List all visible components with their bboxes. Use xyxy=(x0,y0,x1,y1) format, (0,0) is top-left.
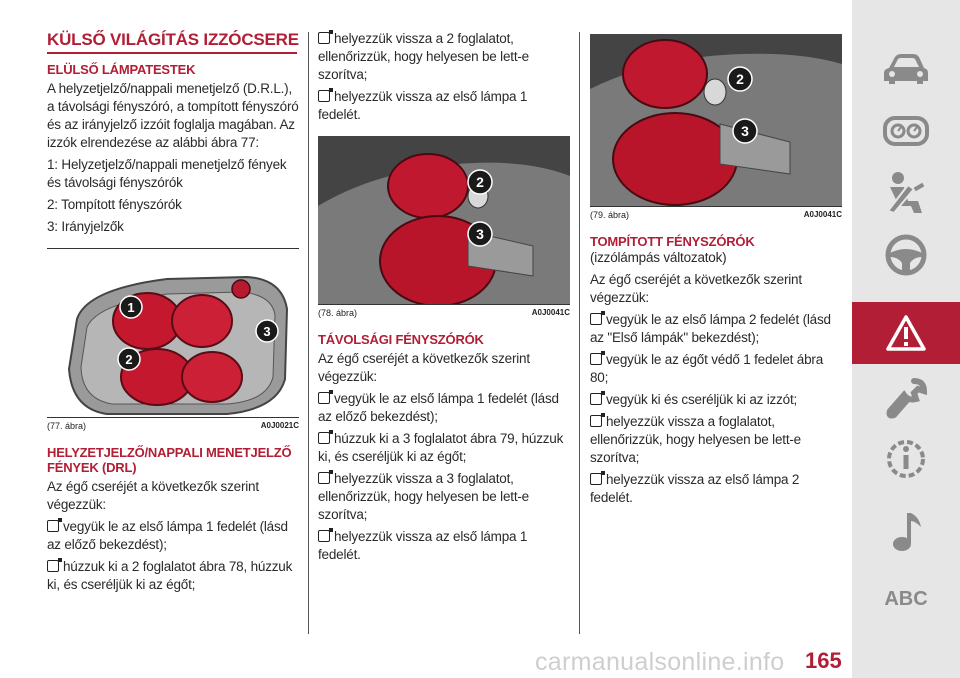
step-item: vegyük ki és cseréljük ki az izzót; xyxy=(590,391,842,409)
watermark: carmanualsonline.info xyxy=(535,648,785,676)
column-divider xyxy=(579,32,580,634)
checkbox-bullet-icon xyxy=(318,432,330,444)
figure-caption xyxy=(47,417,299,431)
step-item: vegyük le az első lámpa 2 fedelét (lásd az "Első lámpák" bekezdést); xyxy=(590,312,831,345)
step-item: vegyük le az első lámpa 1 fedelét (lásd az előző bekezdést); xyxy=(318,391,559,424)
figure-caption xyxy=(318,304,570,318)
wrench-icon xyxy=(884,377,928,421)
column-2 xyxy=(318,30,570,568)
section-heading-low-beam: TOMPÍTOTT FÉNYSZÓRÓK xyxy=(590,234,755,249)
seatbelt-icon xyxy=(884,171,928,215)
abc-label: ABC xyxy=(884,587,928,610)
page-number: 165 xyxy=(805,648,842,673)
section-intro: Az égő cseréjét a következők szerint végezzük: xyxy=(590,272,802,305)
car-icon xyxy=(883,52,929,86)
title-underline xyxy=(47,52,297,54)
dashboard-icon xyxy=(883,114,929,148)
sidebar-item-dashboard[interactable] xyxy=(852,100,960,162)
checkbox-bullet-icon xyxy=(47,560,59,572)
warning-icon xyxy=(885,314,927,352)
checkbox-bullet-icon xyxy=(318,530,330,542)
checkbox-bullet-icon xyxy=(590,353,602,365)
section-heading-high-beam: TÁVOLSÁGI FÉNYSZÓRÓK xyxy=(318,332,484,347)
sidebar-item-maintenance[interactable] xyxy=(852,368,960,430)
step-item: vegyük le az első lámpa 1 fedelét (lásd az előző bekezdést); xyxy=(47,519,288,552)
step-item: húzzuk ki a 3 foglalatot ábra 79, húzzuk ki, és cseréljük ki az égőt; xyxy=(318,431,564,464)
list-item: 2: Tompított fényszórók xyxy=(47,197,182,212)
column-1 xyxy=(47,30,299,598)
step-item: helyezzük vissza a foglalatot, ellenőrizzük, hogy helyesen be lett-e szorítva; xyxy=(590,414,801,465)
checkbox-bullet-icon xyxy=(590,393,602,405)
list-item: 3: Irányjelzők xyxy=(47,219,124,234)
figure-caption xyxy=(590,206,842,220)
section-heading-drl: HELYZETJELZŐ/NAPPALI MENETJELZŐ FÉNYEK (DRL) xyxy=(47,445,292,475)
checkbox-bullet-icon xyxy=(318,90,330,102)
step-item: vegyük le az égőt védő 1 fedelet ábra 80; xyxy=(590,352,824,385)
checkbox-bullet-icon xyxy=(590,313,602,325)
list-item: 1: Helyzetjelző/nappali menetjelző fények és távolsági fényszórók xyxy=(47,157,287,190)
sidebar-item-emergency[interactable] xyxy=(852,302,960,364)
sidebar-item-car[interactable] xyxy=(852,38,960,100)
figure-code: A0J0041C xyxy=(531,308,570,317)
steering-wheel-icon xyxy=(884,233,928,277)
callout-label: 2 xyxy=(476,174,484,190)
figure-77 xyxy=(47,248,299,417)
figure-number: (79. ábra) xyxy=(590,210,630,220)
step-item: helyezzük vissza az első lámpa 2 fedelét. xyxy=(590,472,800,505)
music-note-icon xyxy=(889,509,923,553)
step-item: helyezzük vissza az első lámpa 1 fedelét. xyxy=(318,529,528,562)
step-item: helyezzük vissza az első lámpa 1 fedelét. xyxy=(318,89,528,122)
page-title: KÜLSŐ VILÁGÍTÁS IZZÓCSERE xyxy=(47,30,299,49)
figure-number: (77. ábra) xyxy=(47,421,87,431)
checkbox-bullet-icon xyxy=(590,473,602,485)
section-heading-front-lamps: ELÜLSŐ LÁMPATESTEK xyxy=(47,62,196,77)
callout-label: 3 xyxy=(263,324,271,339)
sidebar-item-technical-data[interactable] xyxy=(852,428,960,490)
section-intro: Az égő cseréjét a következők szerint végezzük: xyxy=(47,479,259,512)
sidebar-item-multimedia[interactable] xyxy=(852,500,960,562)
figure-79 xyxy=(590,34,842,206)
callout-label: 3 xyxy=(476,226,484,242)
figure-78 xyxy=(318,136,570,304)
sidebar-item-driving[interactable] xyxy=(852,224,960,286)
section-intro: Az égő cseréjét a következők szerint végezzük: xyxy=(318,351,530,384)
callout-label: 1 xyxy=(127,300,135,315)
checkbox-bullet-icon xyxy=(318,32,330,44)
headlamp-closeup-illustration xyxy=(590,34,842,206)
checkbox-bullet-icon xyxy=(47,520,59,532)
checkbox-bullet-icon xyxy=(318,472,330,484)
section-subtitle: (izzólámpás változatok) xyxy=(590,250,727,265)
headlamp-illustration xyxy=(47,249,299,417)
figure-code: A0J0021C xyxy=(260,421,299,430)
step-item: helyezzük vissza a 2 foglalatot, ellenőrizzük, hogy helyesen be lett-e szorítva; xyxy=(318,31,529,82)
intro-text: A helyzetjelző/nappali menetjelző (D.R.L.), a távolsági fényszóró, a tompított fényszóró és az irányjelző izzóit foglalja magában. Az izzók elrendezése az alábbi ábra 77: xyxy=(47,81,299,150)
column-3 xyxy=(590,30,842,511)
sidebar-item-index[interactable] xyxy=(852,568,960,630)
checkbox-bullet-icon xyxy=(318,392,330,404)
info-icon xyxy=(884,437,928,481)
callout-label: 3 xyxy=(741,123,749,139)
callout-label: 2 xyxy=(736,71,744,87)
figure-code: A0J0041C xyxy=(803,210,842,219)
column-divider xyxy=(308,32,309,634)
figure-number: (78. ábra) xyxy=(318,308,358,318)
callout-label: 2 xyxy=(125,352,133,367)
headlamp-closeup-illustration xyxy=(318,136,570,304)
chapter-sidebar xyxy=(852,0,960,678)
step-item: helyezzük vissza a 3 foglalatot, ellenőrizzük, hogy helyesen be lett-e szorítva; xyxy=(318,471,529,522)
checkbox-bullet-icon xyxy=(590,415,602,427)
step-item: húzzuk ki a 2 foglalatot ábra 78, húzzuk ki, és cseréljük ki az égőt; xyxy=(47,559,293,592)
sidebar-item-safety[interactable] xyxy=(852,162,960,224)
